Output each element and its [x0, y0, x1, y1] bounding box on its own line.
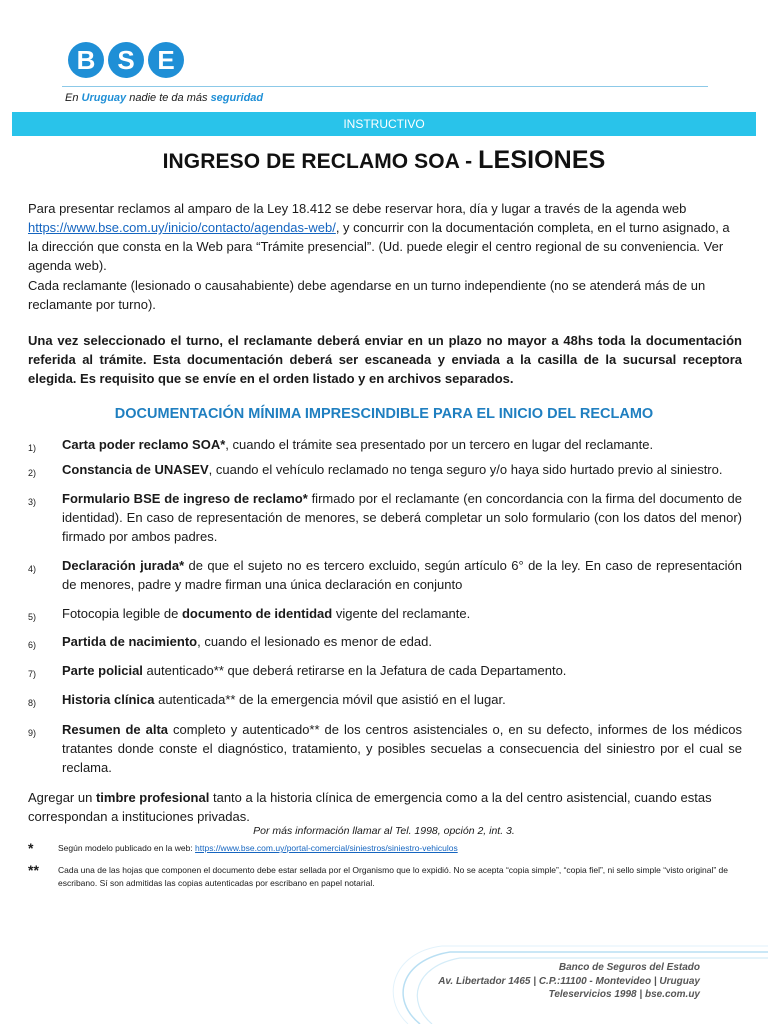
intro-paragraph-2: Cada reclamante (lesionado o causahabiente) debe agendarse en un turno independiente (no se atenderá más de un reclamante por turno). — [28, 278, 706, 312]
logo-letter: E — [148, 42, 184, 78]
footer-line-3: Teleservicios 1998 | bse.com.uy — [548, 989, 700, 1000]
item-text: completo y autenticado** de los centros asistenciales o, en su defecto, informes de los médicos tratantes donde conste el diagnóstico, tratamiento, y posibles secuelas a consecuencia del siniestro por el cual se reclama. — [62, 722, 742, 775]
list-item — [28, 720, 742, 777]
list-item — [28, 435, 742, 458]
intro-paragraph-3: Una vez seleccionado el turno, el reclamante deberá enviar en un plazo no mayor a 48hs toda la documentación referida al trámite. Esta documentación deberá ser escaneada y enviada a la casilla de la sucursal receptora elegida. Es requisito que se envíe en el orden listado y en archivos separados. — [28, 333, 742, 386]
item-bold: Partida de nacimiento — [62, 634, 198, 649]
list-item — [28, 460, 742, 483]
item-number: 4) — [28, 564, 37, 574]
list-item — [28, 661, 742, 684]
intro-paragraph-1 — [28, 199, 742, 275]
intro-text: Para presentar reclamos al amparo de la Ley 18.412 se debe reservar hora, día y lugar a través de la agenda web — [28, 201, 687, 216]
closing-text: tanto a la historia clínica de emergencia como a la del centro asistencial, cuando estas correspondan a instituciones privadas. — [28, 790, 712, 824]
logo-letter: S — [108, 42, 144, 78]
info-phone-line: Por más información llamar al Tel. 1998, opción 2, int. 3. — [253, 825, 515, 837]
item-text: de que el sujeto no es tercero excluido, según artículo 6° de la ley. En caso de representación de menores, padre y madre firman una única declaración en conjunto — [62, 558, 742, 592]
item-number: 5) — [28, 612, 37, 622]
item-number: 6) — [28, 640, 37, 650]
item-bold: documento de identidad — [181, 606, 333, 621]
item-text: autenticada** de la emergencia móvil que asistió en el lugar. — [154, 692, 506, 707]
siniestro-vehiculos-link[interactable]: https://www.bse.com.uy/portal-comercial/siniestros/siniestro-vehiculos — [195, 843, 458, 853]
section-heading: DOCUMENTACIÓN MÍNIMA IMPRESCINDIBLE PARA EL INICIO DEL RECLAMO — [114, 406, 654, 422]
list-item — [28, 556, 742, 594]
list-item — [28, 489, 742, 546]
agenda-web-link[interactable]: https://www.bse.com.uy/inicio/contacto/agendas-web/ — [28, 220, 336, 235]
tagline-prefix: En — [65, 92, 79, 104]
item-number: 8) — [28, 698, 37, 708]
list-item — [28, 690, 742, 713]
item-number: 9) — [28, 728, 37, 738]
footer-address — [420, 961, 700, 1002]
closing-pre: Agregar un — [28, 790, 96, 805]
item-text: firmado por el reclamante (en concordancia con la firma del documento de identidad). En caso de representación de menores, se deberá completar un solo formulario (con los datos del menor) firmado por ambos padres. — [62, 491, 742, 544]
item-pre: Fotocopia legible de — [62, 606, 182, 621]
title-main: INGRESO DE RECLAMO SOA - — [162, 150, 479, 173]
item-number: 1) — [28, 443, 37, 453]
item-bold: Constancia de UNASEV — [62, 462, 209, 477]
item-bold: Parte policial — [62, 663, 143, 678]
item-text: autenticado** que deberá retirarse en la Jefatura de cada Departamento. — [142, 663, 567, 678]
instructivo-banner: INSTRUCTIVO — [12, 112, 756, 136]
closing-bold: timbre profesional — [95, 790, 210, 805]
tagline-end: seguridad — [210, 92, 264, 104]
item-number: 3) — [28, 497, 37, 507]
item-bold: Declaración jurada* — [62, 558, 185, 573]
footnote-mark: * — [28, 840, 34, 856]
footnote-1 — [28, 842, 742, 855]
list-item — [28, 632, 742, 655]
item-number: 7) — [28, 669, 37, 679]
item-text: , cuando el trámite sea presentado por un tercero en lugar del reclamante. — [225, 437, 654, 452]
footer-line-2: Av. Libertador 1465 | C.P.:11100 - Montevideo | Uruguay — [438, 975, 700, 987]
item-text: , cuando el vehículo reclamado no tenga seguro y/o haya sido hurtado previo al siniestro. — [208, 462, 723, 477]
list-item — [28, 604, 742, 627]
logo-letter: B — [68, 42, 104, 78]
page-title — [0, 146, 768, 175]
footnote-text: Cada una de las hojas que componen el documento debe estar sellada por el Organismo que lo expidió. No se acepta “copia simple”, “copia fiel”, ni sello simple “visto original” de escribano. Sí son admitidas las copias autenticadas por escribano en papel notarial. — [58, 865, 728, 888]
item-number: 2) — [28, 468, 37, 478]
intro-text-cont: , y concurrir con la documentación completa, en el turno asignado, a la dirección que consta en la Web para “Trámite presencial”. (Ud. puede elegir el centro regional de su conveniencia. Ver agenda web). — [28, 220, 730, 273]
tagline-middle: nadie te da más — [129, 92, 208, 104]
footer-line-1: Banco de Seguros del Estado — [558, 962, 700, 973]
header-divider — [62, 86, 708, 87]
item-text: , cuando el lesionado es menor de edad. — [197, 634, 432, 649]
bse-logo — [68, 42, 184, 78]
title-emphasis: LESIONES — [478, 146, 606, 174]
item-text: vigente del reclamante. — [332, 606, 471, 621]
footnote-text: Según modelo publicado en la web: — [58, 843, 196, 853]
footnote-mark: ** — [28, 862, 39, 878]
item-bold: Resumen de alta — [62, 722, 169, 737]
item-bold: Carta poder reclamo SOA* — [62, 437, 226, 452]
item-bold: Historia clínica — [62, 692, 155, 707]
closing-paragraph — [28, 788, 742, 826]
item-bold: Formulario BSE de ingreso de reclamo* — [62, 491, 308, 506]
tagline-country: Uruguay — [81, 92, 127, 104]
tagline — [65, 92, 263, 104]
footnote-2 — [28, 864, 742, 890]
